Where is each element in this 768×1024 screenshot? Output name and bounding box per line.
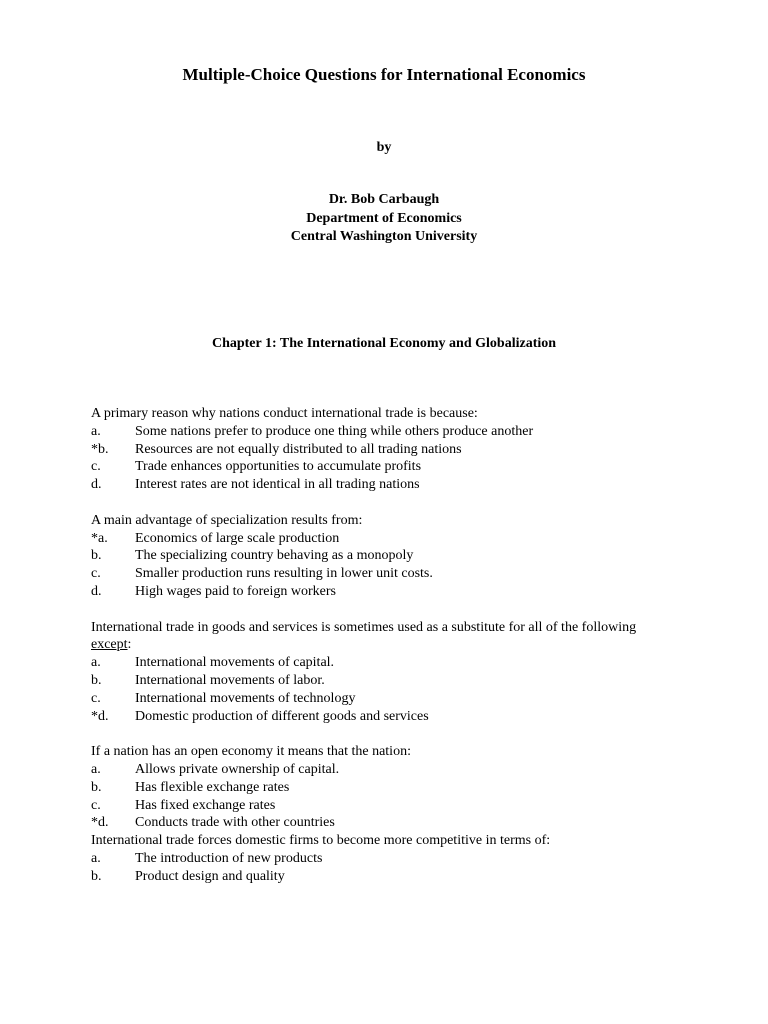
option-text: The introduction of new products	[135, 850, 323, 866]
document-title: Multiple-Choice Questions for International Economics	[182, 65, 586, 84]
option-text: Trade enhances opportunities to accumulate profits	[135, 459, 422, 475]
author-department: Department of Economics	[306, 210, 462, 226]
answer-option-correct	[91, 441, 691, 459]
answer-option-correct	[91, 708, 691, 726]
option-text: Resources are not equally distributed to all trading nations	[135, 441, 462, 457]
answer-option	[91, 583, 691, 601]
answer-option	[91, 779, 691, 797]
question-4	[91, 743, 691, 832]
chapter-heading: Chapter 1: The International Economy and Globalization	[211, 336, 557, 351]
option-letter: b.	[91, 779, 102, 795]
question-stem: International trade forces domestic firms to become more competitive in terms of:	[91, 833, 551, 849]
author-block	[0, 191, 768, 247]
option-letter: b.	[91, 672, 102, 688]
question-stem: A main advantage of specialization results from:	[91, 512, 363, 528]
answer-option	[91, 850, 691, 868]
option-text: Economics of large scale production	[135, 530, 340, 546]
option-text: Has fixed exchange rates	[135, 797, 276, 813]
option-letter: *b.	[91, 441, 109, 457]
answer-option	[91, 690, 691, 708]
option-letter: b.	[91, 868, 102, 884]
question-stem: If a nation has an open economy it means that the nation:	[91, 744, 411, 760]
option-text: High wages paid to foreign workers	[135, 583, 337, 599]
option-text: The specializing country behaving as a monopoly	[135, 548, 414, 564]
option-text: International movements of labor.	[135, 672, 325, 688]
author-name: Dr. Bob Carbaugh	[328, 192, 440, 207]
option-letter: a.	[91, 423, 101, 439]
option-text: Has flexible exchange rates	[135, 779, 290, 795]
option-letter: c.	[91, 690, 101, 706]
option-letter: *d.	[91, 815, 109, 831]
option-letter: c.	[91, 459, 101, 475]
question-2	[91, 512, 691, 601]
option-letter: b.	[91, 548, 102, 564]
stem-underlined-word: except	[91, 637, 128, 653]
option-text: Conducts trade with other countries	[135, 815, 335, 831]
question-1	[91, 405, 691, 494]
option-text: International movements of technology	[135, 690, 356, 706]
option-letter: *a.	[91, 530, 108, 546]
option-text: Allows private ownership of capital.	[135, 761, 340, 777]
answer-option	[91, 868, 691, 886]
option-letter: d.	[91, 477, 102, 493]
option-text: Domestic production of different goods and services	[135, 708, 429, 724]
answer-option	[91, 797, 691, 815]
option-text: International movements of capital.	[135, 655, 335, 671]
option-letter: *d.	[91, 708, 109, 724]
stem-suffix: :	[127, 637, 132, 653]
option-letter: c.	[91, 797, 101, 813]
answer-option	[91, 565, 691, 583]
option-letter: a.	[91, 761, 101, 777]
option-letter: d.	[91, 583, 102, 599]
question-stem-continuation	[91, 636, 691, 654]
answer-option	[91, 547, 691, 565]
question-5	[91, 832, 691, 885]
option-letter: a.	[91, 850, 101, 866]
question-stem: International trade in goods and services is sometimes used as a substitute for all of the following	[91, 619, 637, 635]
option-text: Smaller production runs resulting in lower unit costs.	[135, 566, 433, 582]
question-3	[91, 619, 691, 726]
answer-option-correct	[91, 530, 691, 548]
option-text: Interest rates are not identical in all trading nations	[135, 477, 420, 493]
answer-option	[91, 672, 691, 690]
answer-option	[91, 458, 691, 476]
question-list	[91, 405, 691, 886]
answer-option	[91, 654, 691, 672]
answer-option-correct	[91, 814, 691, 832]
answer-option	[91, 476, 691, 494]
question-stem: A primary reason why nations conduct international trade is because:	[91, 406, 478, 421]
option-text: Product design and quality	[135, 868, 285, 884]
byline: by	[376, 140, 392, 155]
answer-option	[91, 761, 691, 779]
author-university: Central Washington University	[290, 229, 478, 244]
option-text: Some nations prefer to produce one thing while others produce another	[135, 423, 534, 439]
option-letter: a.	[91, 655, 101, 671]
answer-option	[91, 423, 691, 441]
option-letter: c.	[91, 566, 101, 582]
